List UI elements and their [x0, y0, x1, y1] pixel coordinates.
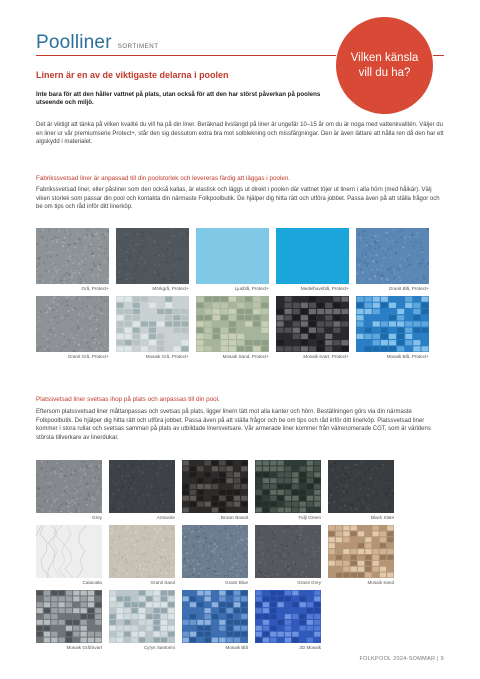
- swatch-label: Granit Grey: [297, 580, 321, 585]
- swatch-image: [36, 525, 102, 578]
- swatch-label: Mosaik Sand: [367, 580, 394, 585]
- liner-swatch: [328, 525, 394, 590]
- swatch-label: Granit Sand: [150, 580, 175, 585]
- page-title: Poolliner: [36, 32, 112, 53]
- liner-swatch: [182, 460, 248, 525]
- section2-heading: Platssvetsad liner svetsas ihop på plats och anpassas till din pool.: [36, 396, 220, 403]
- liner-swatch: [182, 525, 248, 590]
- site-welded-liner-swatch-grid: [36, 460, 394, 655]
- liner-swatch: [196, 228, 269, 296]
- swatch-image: [36, 460, 102, 513]
- swatch-label: Grå, Protect+: [81, 286, 109, 291]
- swatch-label: Cyrys Santorini: [143, 645, 175, 650]
- swatch-label: Ljusblå, Protect+: [234, 286, 269, 291]
- liner-swatch: [356, 296, 429, 364]
- liner-swatch: [36, 525, 102, 590]
- swatch-label: Calacatta: [82, 580, 102, 585]
- intro-lead: Inte bara för att den håller vattnet på plats, utan också för att den har störst påverkan på poolens utseende och miljö.: [36, 91, 321, 107]
- swatch-image: [109, 590, 175, 643]
- swatch-label: Fidji Green: [298, 515, 321, 520]
- badge-text: Vilken känsla vill du ha?: [350, 52, 419, 79]
- swatch-image: [328, 525, 394, 578]
- swatch-label: Mosaik svart, Protect+: [303, 354, 349, 359]
- intro-body: Det är viktigt att tänka på vilken kvalité du vill ha på din liner. Beräknad livslängd på liner är ungefär 10–15 år om du är noga med vattenkvalitén. Väljer du en liner ur vår premiumserie Protect+, står den sig dessutom extra bra mot solblekning och missfärgningar. Den är även lättare att hålla ren då den har ett algskydd i materialet.: [36, 122, 444, 146]
- liner-swatch: [328, 460, 394, 525]
- page-header: [36, 32, 159, 54]
- liner-swatch: [36, 296, 109, 364]
- swatch-label: Mosaik Blå, Protect+: [386, 354, 429, 359]
- swatch-image: [182, 590, 248, 643]
- swatch-label: 3D Mosaik: [299, 645, 321, 650]
- liner-swatch: [276, 228, 349, 296]
- swatch-image: [36, 590, 102, 643]
- swatch-image: [116, 228, 189, 284]
- liner-swatch: [116, 228, 189, 296]
- question-badge: [336, 17, 433, 114]
- swatch-image: [182, 460, 248, 513]
- liner-swatch: [182, 590, 248, 655]
- factory-liner-swatch-grid: [36, 228, 429, 364]
- swatch-label: Brown Basalt: [220, 515, 248, 520]
- liner-swatch: [36, 460, 102, 525]
- swatch-label: Granit Blå, Protect+: [388, 286, 429, 291]
- swatch-image: [328, 460, 394, 513]
- liner-swatch: [109, 460, 175, 525]
- liner-swatch: [109, 590, 175, 655]
- page-subtitle: SORTIMENT: [117, 43, 159, 50]
- liner-swatch: [255, 590, 321, 655]
- swatch-label: Black Slate: [371, 515, 394, 520]
- section1-body: Fabrikssvetsad liner, eller påsliner som den också kallas, är elastisk och läggs ut direkt i poolen där vattnet töjer ut linern i alla hörn (med håikär). Välj viken storlek som passar din pool och kontakta din närmaste Folkpoolbutik. De hjälper dig hitta rätt och utföra jobbet. Passa även på att ställa frågor och be om tips och råd inför ditt linerköp.: [36, 187, 440, 211]
- liner-swatch: [276, 296, 349, 364]
- liner-swatch: [36, 228, 109, 296]
- swatch-image: [36, 296, 109, 352]
- swatch-label: Grey: [92, 515, 102, 520]
- swatch-label: Mosaik Blå: [225, 645, 248, 650]
- swatch-label: Mörkgrå, Protect+: [152, 286, 189, 291]
- swatch-image: [116, 296, 189, 352]
- swatch-image: [36, 228, 109, 284]
- swatch-image: [255, 460, 321, 513]
- swatch-label: Granit Blue: [225, 580, 248, 585]
- section2-body: Eftersom platssvetsad liner måttanpassas och svetsas på plats, ligger linern tätt mot alla kanter och hörn. Beställningen görs via din närmaste Folkpoolbutik. De hjälper dig hitta rätt och utföra jobbet. Passa även på att ställa frågor och be om tips och råd inför ditt linerköp. Platssvetsad liner kommer i stora rullar och svetsas samman på plats av utbildade linersvetsare. Vår armerade liner kommer från välrenomerade CGT, som är världens största tillverkare av linerdukar.: [36, 409, 431, 442]
- liner-swatch: [255, 460, 321, 525]
- liner-swatch: [255, 525, 321, 590]
- swatch-image: [196, 296, 269, 352]
- swatch-image: [255, 525, 321, 578]
- liner-swatch: [356, 228, 429, 296]
- swatch-image: [356, 296, 429, 352]
- page-footer: FOLKPOOL 2024-SOMMAR | 9: [359, 656, 444, 662]
- swatch-image: [109, 525, 175, 578]
- liner-swatch: [36, 590, 102, 655]
- swatch-image: [109, 460, 175, 513]
- swatch-label: Granit Grå, Protect+: [67, 354, 109, 359]
- swatch-image: [182, 525, 248, 578]
- swatch-image: [356, 228, 429, 284]
- swatch-label: Mosaik Sand, Protect+: [222, 354, 269, 359]
- liner-swatch: [116, 296, 189, 364]
- swatch-label: Mosaik Grå, Protect+: [145, 354, 189, 359]
- swatch-image: [276, 296, 349, 352]
- swatch-label: Medelhavsblå, Protect+: [300, 286, 349, 291]
- swatch-label: Mosaik Grå/Svart: [66, 645, 102, 650]
- swatch-image: [255, 590, 321, 643]
- swatch-image: [196, 228, 269, 284]
- intro-heading: Linern är en av de viktigaste delarna i poolen: [36, 70, 229, 80]
- section1-heading: Fabrikssvetsad liner är anpassad till din poolstorlek och levereras färdig att läggas i poolen.: [36, 175, 291, 182]
- swatch-label: Antracite: [156, 515, 175, 520]
- swatch-image: [276, 228, 349, 284]
- liner-swatch: [109, 525, 175, 590]
- liner-swatch: [196, 296, 269, 364]
